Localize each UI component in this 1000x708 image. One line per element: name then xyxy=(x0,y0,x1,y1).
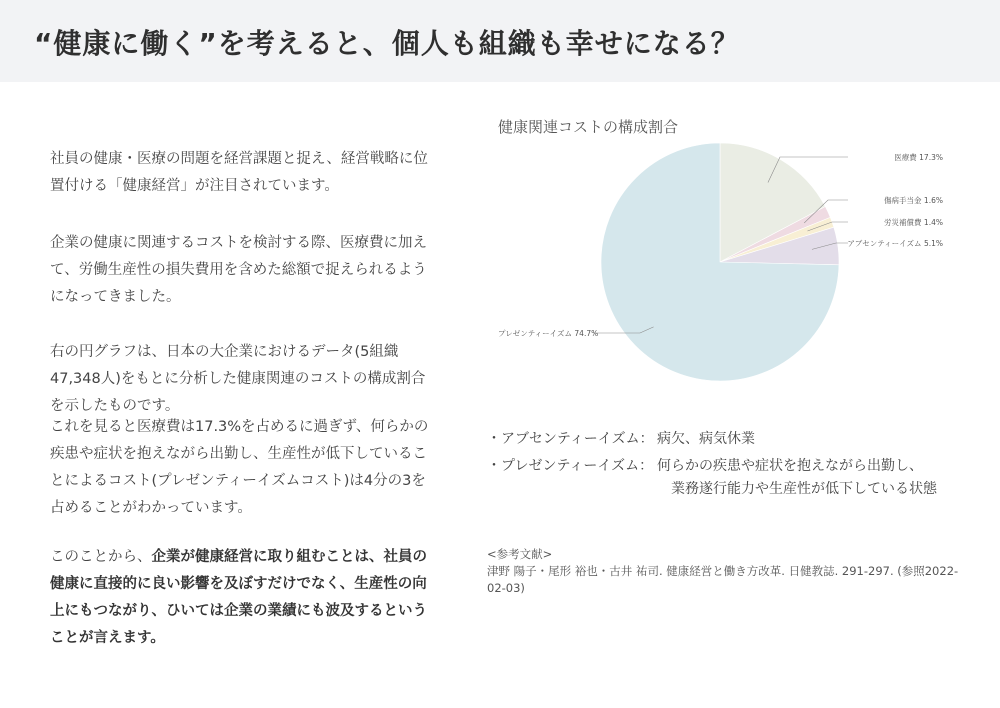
references-heading: <参考文献> xyxy=(487,547,553,561)
definition-presenteeism-cont: 業務遂行能力や生産性が低下している状態 xyxy=(671,481,937,497)
paragraph-intro: 社員の健康・医療の問題を経営課題と捉え、経営戦略に位置付ける「健康経営」が注目されています。 xyxy=(50,151,428,194)
paragraph-findings: これを見ると医療費は17.3%を占めるに過ぎず、何らかの疾患や症状を抱えながら出勤し、生産性が低下していることによるコスト(プレゼンティーイズムコスト)は4分の3を占めることがわかっています。 xyxy=(50,419,429,516)
slice-label: 労災補償費 1.4% xyxy=(884,218,943,227)
definition-desc: 何らかの疾患や症状を抱えながら出勤し、 xyxy=(657,458,923,474)
page-title: “健康に働く”を考えると、個人も組織も幸せになる？ xyxy=(34,27,740,60)
definition-presenteeism xyxy=(487,455,923,475)
slice-label: アブセンティーイズム 5.1% xyxy=(847,239,943,248)
conclusion-lead: このことから、 xyxy=(50,549,152,565)
definition-desc: 病欠、病気休業 xyxy=(657,431,755,447)
chart-title: 健康関連コストの構成割合 xyxy=(498,118,679,136)
header-bar xyxy=(0,0,1000,82)
conclusion-emphasis: 企業が健康経営に取り組むことは、社員の健康に直接的に良い影響を及ぼすだけでなく、生産性の向上にもつながり、ひいては企業の業績にも波及するということが言えます。 xyxy=(50,549,427,646)
definition-term: ・プレゼンティーイズム： xyxy=(487,458,654,474)
slice-label: プレゼンティーイズム 74.7% xyxy=(498,329,599,338)
paragraph-conclusion xyxy=(50,544,435,652)
definition-term: ・アブセンティーイズム： xyxy=(487,431,654,447)
definition-absenteeism xyxy=(487,428,755,448)
references xyxy=(487,546,967,597)
references-text: 津野 陽子・尾形 裕也・古井 祐司. 健康経営と働き方改革. 日健教誌. 291-297. (参照2022-02-03) xyxy=(487,564,959,595)
paragraph-cost: 企業の健康に関連するコストを検討する際、医療費に加えて、労働生産性の損失費用を含めた総額で捉えられるようになってきました。 xyxy=(50,235,427,305)
pie-slices xyxy=(601,143,839,381)
slice-label: 傷病手当金 1.6% xyxy=(884,196,943,205)
slice-label: 医療費 17.3% xyxy=(894,153,943,162)
pie-chart xyxy=(480,130,960,392)
paragraph-chart-desc: 右の円グラフは、日本の大企業におけるデータ(5組織47,348人)をもとに分析した健康関連のコストの構成割合を示したものです。 xyxy=(50,344,426,414)
